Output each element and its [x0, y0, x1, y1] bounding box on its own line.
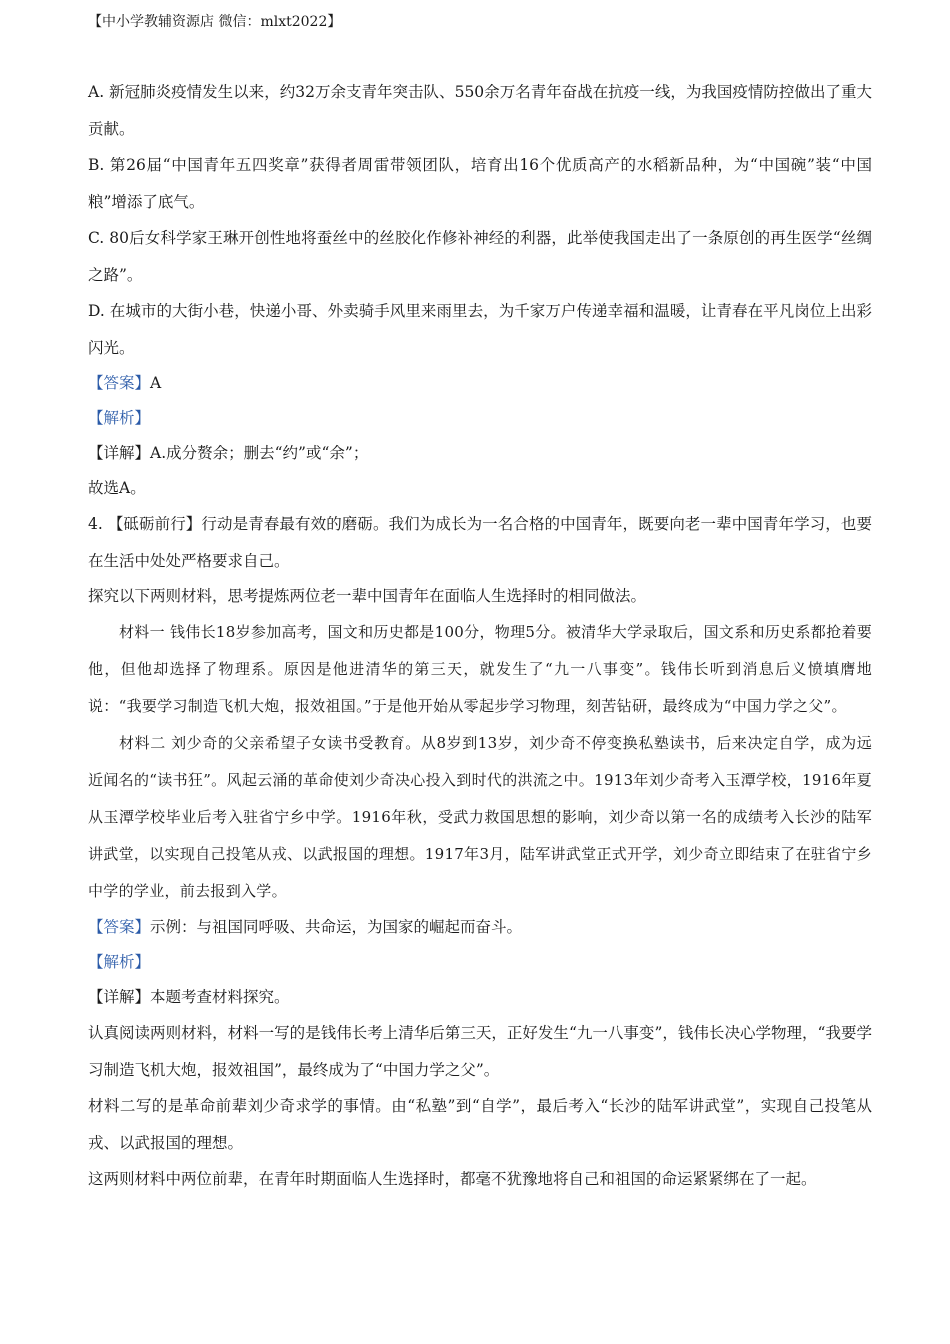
document-body [88, 74, 872, 1198]
analysis-paragraph-1: 认真阅读两则材料，材料一写的是钱伟长考上清华后第三天，正好发生“九一八事变”，钱伟长决心学物理，“我要学习制造飞机大炮，报效祖国”，最终成为了“中国力学之父”。 [88, 1024, 872, 1079]
conclusion-line: 故选A。 [88, 479, 146, 497]
detail-tag-4: 【详解】 [88, 988, 151, 1006]
question-prompt: 探究以下两则材料，思考提炼两位老一辈中国青年在面临人生选择时的相同做法。 [88, 587, 647, 605]
material-two: 材料二 刘少奇的父亲希望子女读书受教育。从8岁到13岁，刘少奇不停变换私塾读书，后来决定自学，成为远近闻名的“读书狂”。风起云涌的革命使刘少奇决心投入到时代的洪流之中。1913年刘少奇考入玉潭学校，1916年夏从玉潭学校毕业后考入驻省宁乡中学。1916年秋，受武力救国思想的影响，刘少奇以第一名的成绩考入长沙的陆军讲武堂，以实现自己投笔从戎、以武报国的理想。1917年3月，陆军讲武堂正式开学，刘少奇立即结束了在驻省宁乡中学的学业，前去报到入学。 [88, 734, 872, 900]
detail-tag: 【详解】 [88, 444, 151, 462]
detail-text: A.成分赘余；删去“约”或“余”； [150, 444, 369, 462]
material-one: 材料一 钱伟长18岁参加高考，国文和历史都是100分，物理5分。被清华大学录取后，国文系和历史系都抢着要他，但他却选择了物理系。原因是他进清华的第三天，就发生了“九一八事变”。钱伟长听到消息后义愤填膺地说：“我要学习制造飞机大炮，报效祖国。”于是他开始从零起步学习物理，刻苦钻研，最终成为“中国力学之父”。 [88, 623, 872, 715]
question-4-intro [88, 506, 872, 579]
analysis-tag: 【解析】 [88, 409, 151, 427]
analysis-line [88, 401, 872, 436]
analysis-paragraph-3: 这两则材料中两位前辈，在青年时期面临人生选择时，都毫不犹豫地将自己和祖国的命运紧紧绑在了一起。 [88, 1170, 817, 1188]
option-d: D. 在城市的大街小巷，快递小哥、外卖骑手风里来雨里去，为千家万户传递幸福和温暖，让青春在平凡岗位上出彩闪光。 [88, 302, 872, 357]
answer-value-4: 示例：与祖国同呼吸、共命运，为国家的崛起而奋斗。 [150, 918, 523, 936]
analysis-tag-4: 【解析】 [88, 953, 151, 971]
question-intro-text: 行动是青春最有效的磨砺。我们为成长为一名合格的中国青年，既要向老一辈中国青年学习，也要在生活中处处严格要求自己。 [88, 515, 872, 570]
answer-tag: 【答案】 [88, 374, 151, 392]
analysis-paragraph-2: 材料二写的是革命前辈刘少奇求学的事情。由“私塾”到“自学”，最后考入“长沙的陆军讲武堂”，实现自己投笔从戎、以武报国的理想。 [88, 1097, 872, 1152]
page-header: 【中小学教辅资源店 微信：mlxt2022】 [88, 14, 342, 30]
analysis-line-4 [88, 945, 872, 980]
answer-tag-4: 【答案】 [88, 918, 151, 936]
question-number: 4. [88, 515, 103, 533]
option-b: B. 第26届“中国青年五四奖章”获得者周雷带领团队，培育出16个优质高产的水稻新品种，为“中国碗”装“中国粮”增添了底气。 [88, 156, 872, 211]
option-a: A. 新冠肺炎疫情发生以来，约32万余支青年突击队、550余万名青年奋战在抗疫一线，为我国疫情防控做出了重大贡献。 [88, 83, 872, 138]
detail-line [88, 436, 872, 471]
answer-value: A [150, 374, 162, 392]
answer-line-4 [88, 910, 872, 945]
detail-text-4: 本题考查材料探究。 [150, 988, 290, 1006]
question-title-tag: 【砥砺前行】 [107, 515, 202, 533]
answer-line [88, 366, 872, 401]
detail-line-4 [88, 980, 872, 1015]
option-c: C. 80后女科学家王琳开创性地将蚕丝中的丝胶化作修补神经的利器，此举使我国走出了一条原创的再生医学“丝绸之路”。 [88, 229, 872, 284]
